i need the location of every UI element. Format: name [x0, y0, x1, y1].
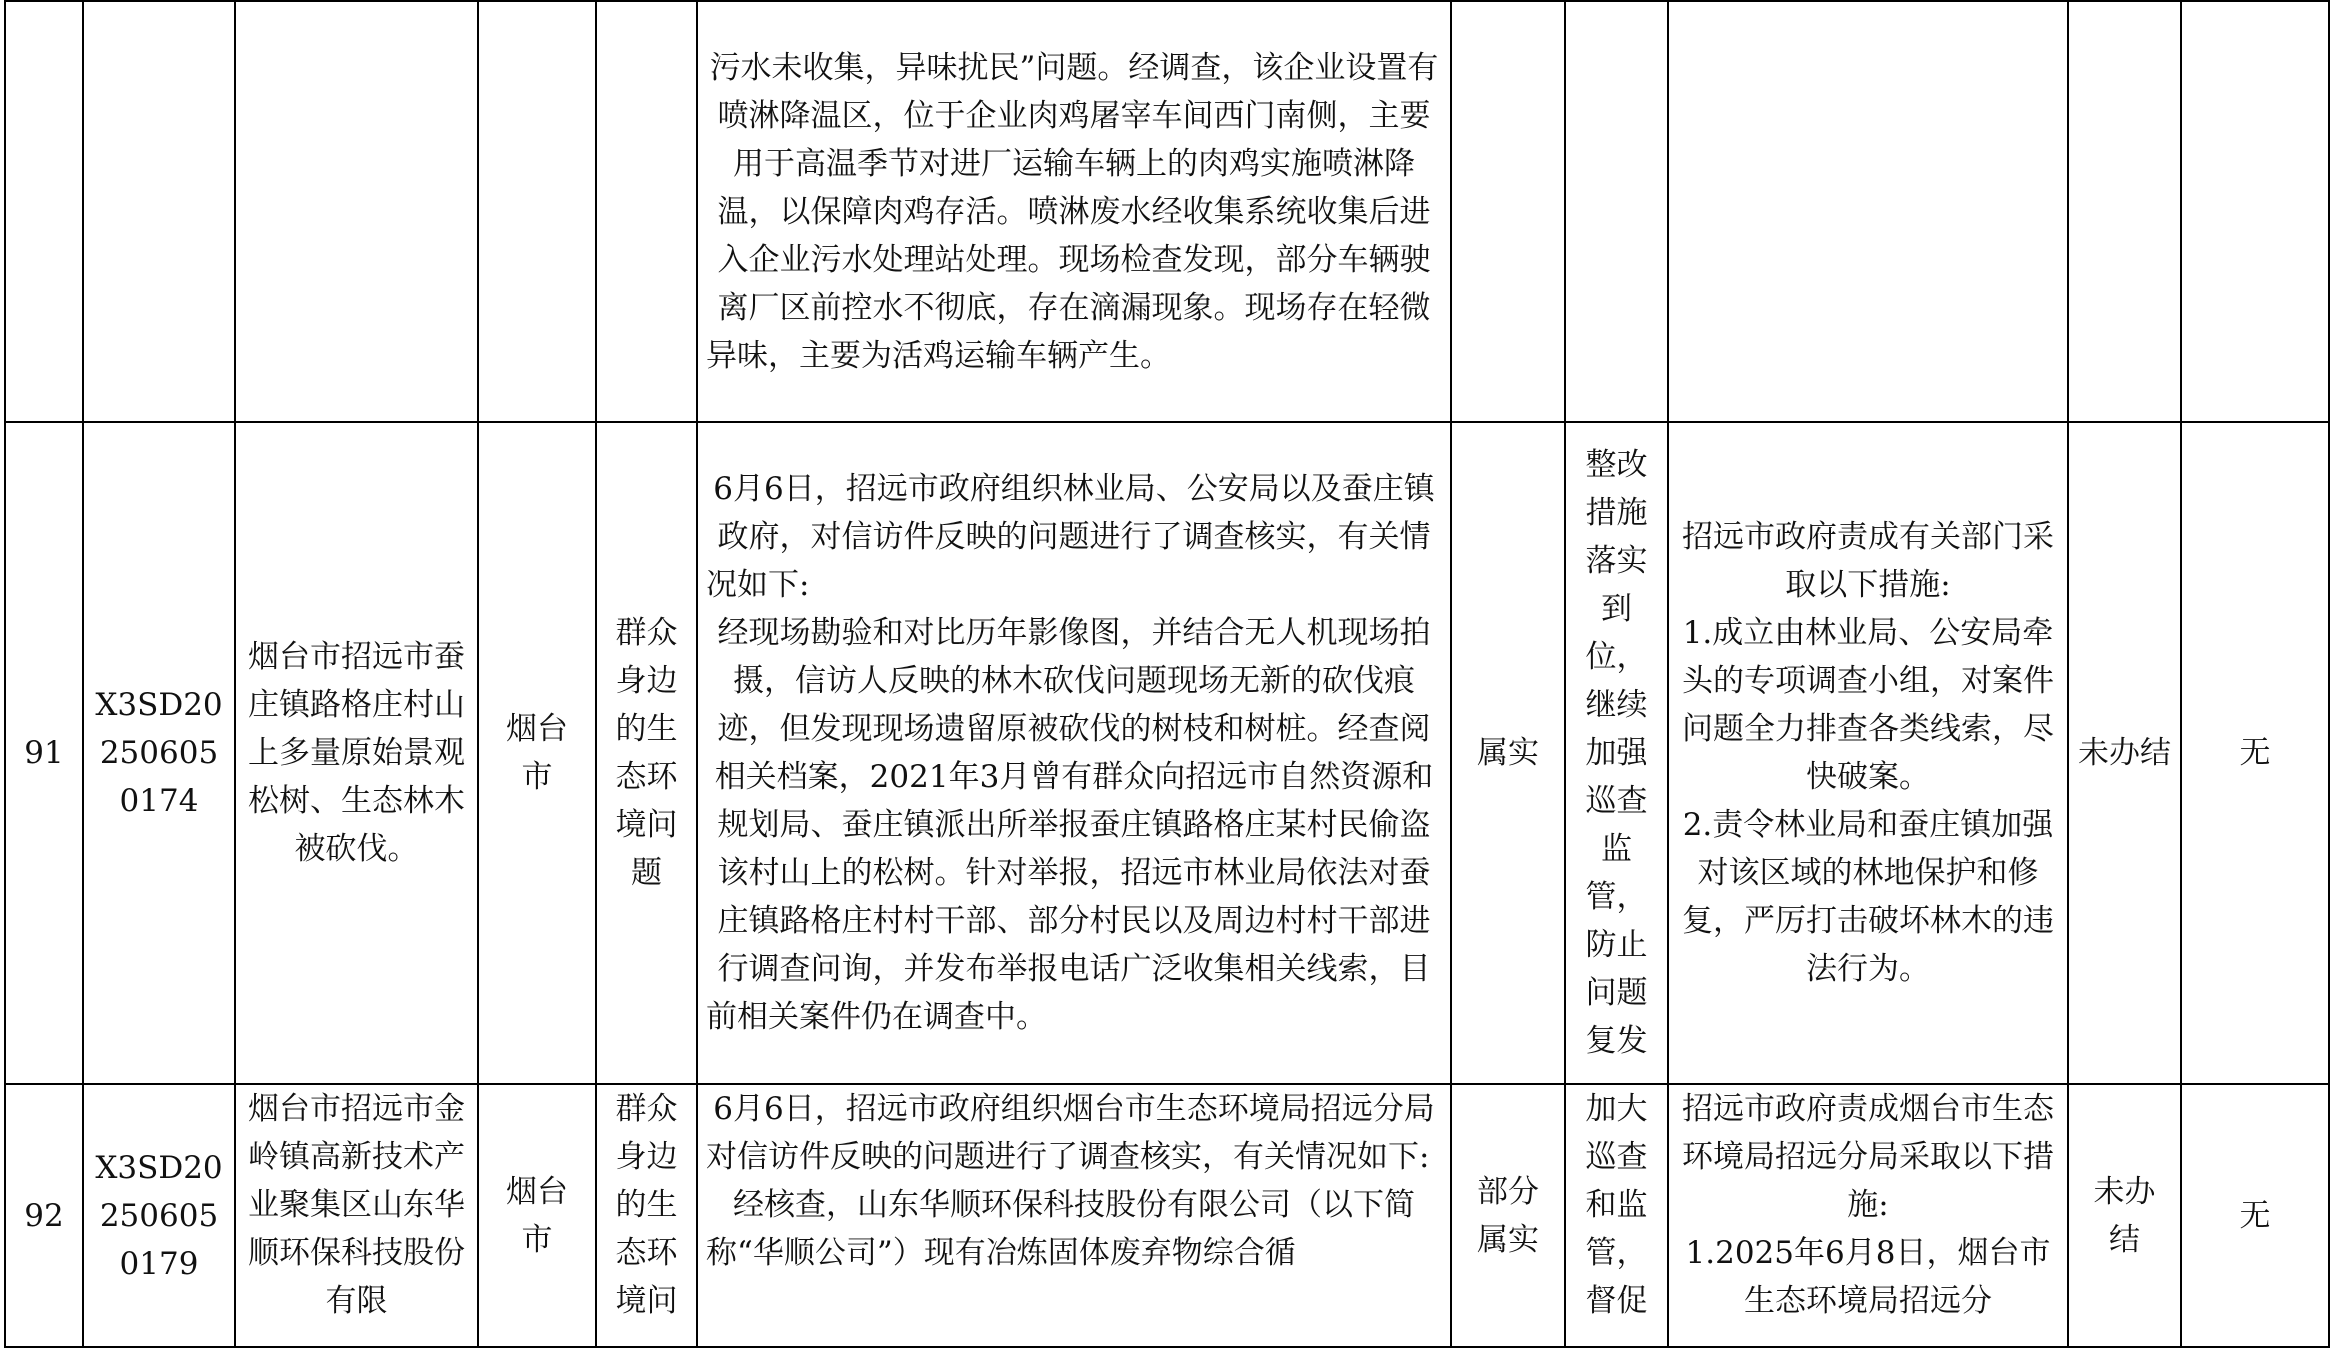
- cell-rectification: [1565, 422, 1668, 1084]
- cell-findings: [697, 422, 1451, 1084]
- cell-category: [596, 422, 697, 1084]
- table-row: [5, 422, 2329, 1084]
- cell-status: 未办结: [2068, 422, 2181, 1084]
- measures-lead: 招远市政府责成烟台市生态环境局招远分局采取以下措施:: [1682, 1091, 2054, 1223]
- rectification-text: 整改措施落实到位，继续加强巡查监管，防止问题复发: [1585, 447, 1648, 1059]
- findings-body: 经现场勘验和对比历年影像图，并结合无人机现场拍摄，信访人反映的林木砍伐问题现场无新的砍伐痕迹，但发现现场遗留原被砍伐的树枝和树桩。经查阅相关档案，2021年3月曾有群众向招远市自然资源和规划局、蚕庄镇派出所举报蚕庄镇路格庄某村民偷盗该村山上的松树。针对举报，招远市林业局依法对蚕庄镇路格庄村村干部、部分村民以及周边村村干部进行调查问询，并发布举报电话广泛收集相关线索，目前相关案件仍在调查中。: [706, 615, 1434, 1035]
- findings-lead: 6月6日，招远市政府组织林业局、公安局以及蚕庄镇政府，对信访件反映的问题进行了调查核实，有关情况如下:: [706, 471, 1435, 603]
- cell-content: [235, 1, 478, 422]
- measures-item: 1.成立由林业局、公安局牵头的专项调查小组，对案件问题全力排查各类线索，尽快破案。: [1682, 615, 2054, 795]
- cell-measures: [1668, 1, 2068, 422]
- cell-category: [596, 1084, 697, 1347]
- cell-category: [596, 1, 697, 422]
- cell-accountability: 无: [2181, 422, 2329, 1084]
- cell-measures: [1668, 422, 2068, 1084]
- cell-index: [5, 1, 83, 422]
- verdict-text: 部分属实: [1477, 1173, 1539, 1258]
- cell-measures: [1668, 1084, 2068, 1347]
- cell-index: 91: [5, 422, 83, 1084]
- findings-body: 经核查，山东华顺环保科技股份有限公司（以下简称“华顺公司”）现有冶炼固体废弃物综合循: [706, 1187, 1415, 1271]
- cell-findings: [697, 1, 1451, 422]
- cell-city: [478, 1, 596, 422]
- cell-city: [478, 1084, 596, 1347]
- table-row: [5, 1, 2329, 422]
- cell-code: [83, 1, 235, 422]
- table-row: [5, 1084, 2329, 1347]
- status-text: 未办结: [2093, 1173, 2156, 1258]
- cell-index: 92: [5, 1084, 83, 1347]
- category-text: 群众身边的生态环境问: [615, 1091, 678, 1319]
- cell-content: [235, 1084, 478, 1347]
- cell-accountability: 无: [2181, 1084, 2329, 1347]
- cell-city: [478, 422, 596, 1084]
- cell-verdict: 属实: [1451, 422, 1565, 1084]
- cell-verdict: [1451, 1, 1565, 422]
- findings-text: 污水未收集，异味扰民”问题。经调查，该企业设置有喷淋降温区，位于企业肉鸡屠宰车间西门南侧，主要用于高温季节对进厂运输车辆上的肉鸡实施喷淋降温，以保障肉鸡存活。喷淋废水经收集系统收集后进入企业污水处理站处理。现场检查发现，部分车辆驶离厂区前控水不彻底，存在滴漏现象。现场存在轻微异味，主要为活鸡运输车辆产生。: [706, 49, 1439, 374]
- cell-status: [2068, 1, 2181, 422]
- rectification-text: 加大巡查和监管，督促: [1585, 1091, 1648, 1319]
- cell-rectification: [1565, 1, 1668, 422]
- cell-status: [2068, 1084, 2181, 1347]
- city-text: 烟台市: [506, 1173, 568, 1258]
- content-text: 烟台市招远市金岭镇高新技术产业聚集区山东华顺环保科技股份有限: [248, 1091, 465, 1319]
- measures-lead: 招远市政府责成有关部门采取以下措施:: [1682, 519, 2054, 603]
- measures-item: 2.责令林业局和蚕庄镇加强对该区域的林地保护和修复，严厉打击破坏林木的违法行为。: [1682, 807, 2054, 987]
- cell-verdict: [1451, 1084, 1565, 1347]
- cell-content: 烟台市招远市蚕庄镇路格庄村山上多量原始景观松树、生态林木被砍伐。: [235, 422, 478, 1084]
- measures-item: 1.2025年6月8日，烟台市生态环境局招远分: [1685, 1235, 2051, 1319]
- petition-table: [4, 0, 2330, 1348]
- cell-code: X3SD20 250605 0174: [83, 422, 235, 1084]
- cell-rectification: [1565, 1084, 1668, 1347]
- cell-findings: [697, 1084, 1451, 1347]
- category-text: 群众身边的生态环境问题: [615, 615, 678, 891]
- cell-code: X3SD20 250605 0179: [83, 1084, 235, 1347]
- findings-lead: 6月6日，招远市政府组织烟台市生态环境局招远分局对信访件反映的问题进行了调查核实，有关情况如下:: [706, 1091, 1435, 1175]
- cell-accountability: [2181, 1, 2329, 422]
- city-text: 烟台市: [506, 711, 568, 795]
